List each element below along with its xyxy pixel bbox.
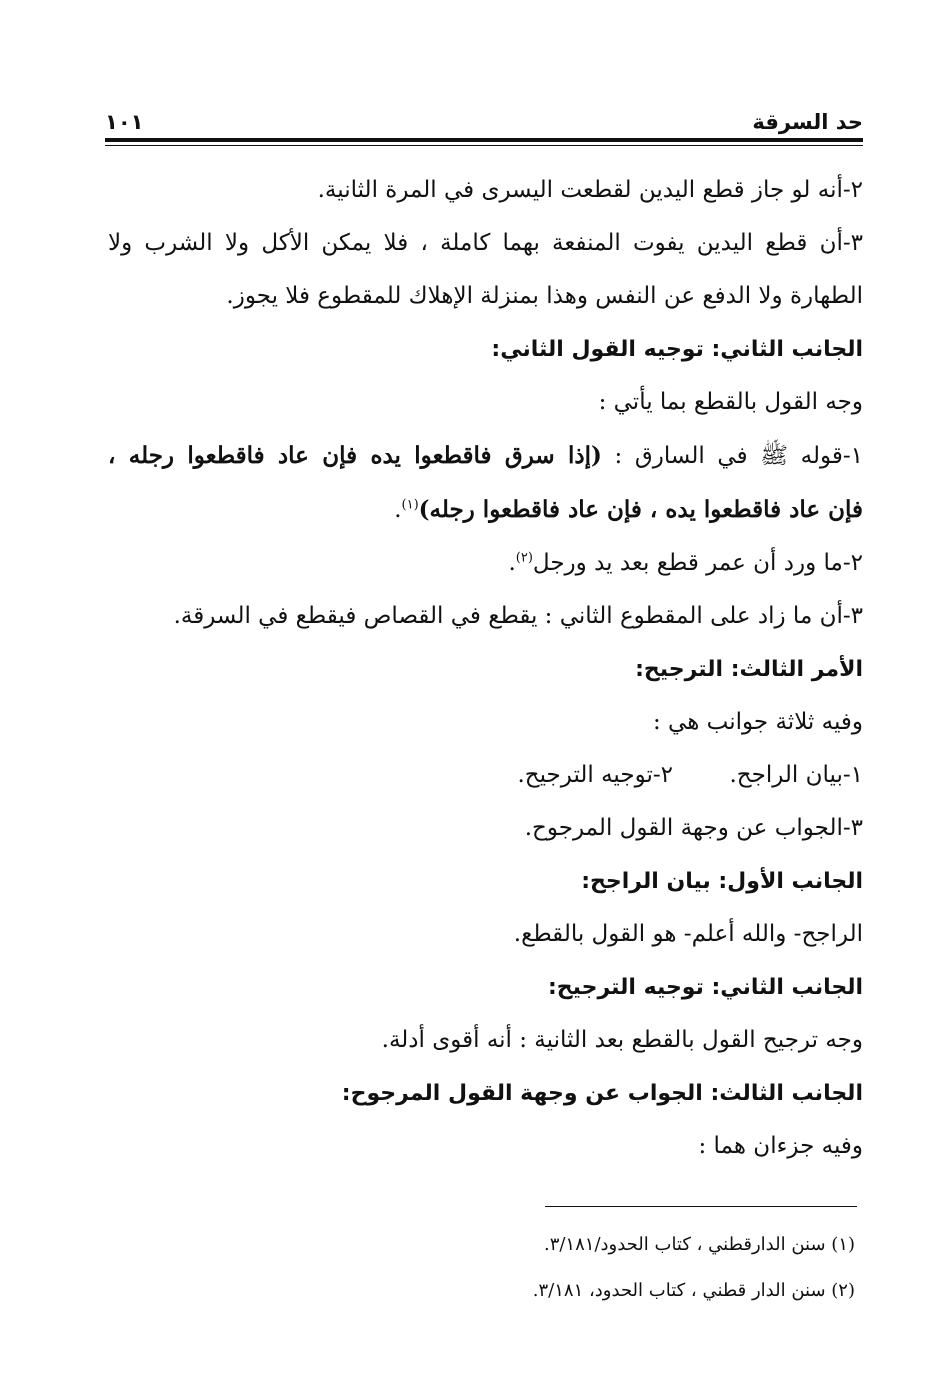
text-line: الراجح- والله أعلم- هو القول بالقطع. — [513, 921, 863, 947]
text-line — [108, 537, 863, 590]
list-item: ٢-توجيه الترجيح. — [517, 762, 673, 788]
section-heading: الجانب الثاني: توجيه القول الثاني: — [491, 337, 863, 362]
text-line: وفيه ثلاثة جوانب هي : — [653, 709, 863, 735]
main-text — [108, 164, 863, 1173]
text-fragment: . — [394, 497, 402, 523]
section-heading: الجانب الثاني: توجيه الترجيح: — [548, 975, 863, 1000]
hadith-quote: (إذا سرق فاقطعوا يده فإن عاد فاقطعوا رجله ، — [108, 442, 602, 469]
footnote: (١) سنن الدارقطني ، كتاب الحدود/٣/١٨١. — [543, 1234, 855, 1255]
section-heading: الأمر الثالث: الترجيح: — [635, 657, 863, 682]
footnote-separator — [545, 1206, 857, 1207]
header-rule-thick — [105, 138, 863, 142]
text-line: ٢-أنه لو جاز قطع اليدين لقطعت اليسرى في المرة الثانية. — [317, 177, 863, 203]
page-number: ١٠١ — [105, 110, 144, 134]
footnote-ref: (١) — [401, 497, 419, 513]
hadith-quote: فإن عاد فاقطعوا يده ، فإن عاد فاقطعوا رجله) — [418, 496, 863, 523]
text-line: وفيه جزءان هما : — [698, 1133, 863, 1159]
footnotes — [200, 1222, 855, 1314]
text-line: الطهارة ولا الدفع عن النفس وهذا بمنزلة الإهلاك للمقطوع فلا يجوز. — [226, 283, 863, 309]
header-rule-thin — [105, 145, 863, 146]
text-line: ٣-الجواب عن وجهة القول المرجوح. — [524, 815, 863, 841]
page-header — [105, 100, 863, 134]
footnote-ref: (٢) — [515, 550, 533, 566]
text-line: ٣-أن ما زاد على المقطوع الثاني : يقطع في القصاص فيقطع في السرقة. — [173, 603, 863, 629]
text-fragment: ١-قوله ﷺ في السارق : — [601, 443, 863, 469]
list-item: ١-بيان الراجح. — [729, 762, 863, 788]
section-heading: الجانب الأول: بيان الراجح: — [581, 869, 863, 894]
text-line: ٣-أن قطع اليدين يفوت المنفعة بهما كاملة ، فلا يمكن الأكل ولا الشرب ولا — [108, 230, 863, 256]
text-line: وجه القول بالقطع بما يأتي : — [598, 389, 863, 415]
text-line: وجه ترجيح القول بالقطع بعد الثانية : أنه أقوى أدلة. — [381, 1027, 863, 1053]
running-title: حد السرقة — [752, 110, 863, 134]
footnote: (٢) سنن الدار قطني ، كتاب الحدود، ٣/١٨١. — [532, 1280, 855, 1301]
hadith-line — [108, 429, 863, 483]
text-fragment: ٢-ما ورد أن عمر قطع بعد يد ورجل — [532, 550, 863, 576]
section-heading: الجانب الثالث: الجواب عن وجهة القول المرجوح: — [341, 1081, 863, 1106]
text-fragment: . — [508, 550, 516, 576]
hadith-line — [108, 483, 863, 537]
two-column-list — [108, 749, 863, 802]
